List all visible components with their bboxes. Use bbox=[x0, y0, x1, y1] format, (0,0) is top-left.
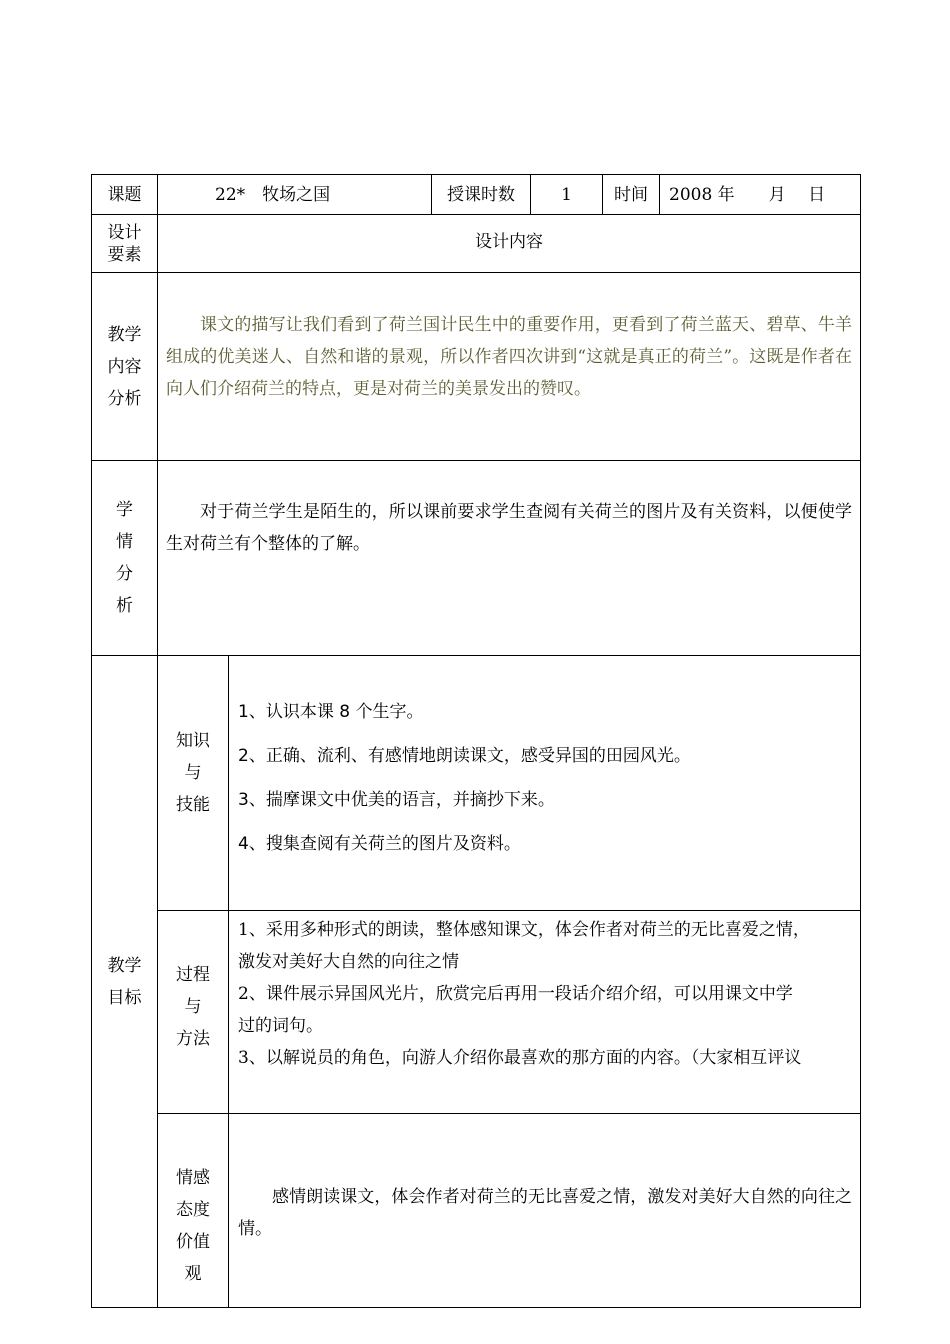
time-value: 2008 年 月 日 bbox=[669, 184, 826, 205]
row-divider-3 bbox=[91, 460, 861, 461]
emotion-text: 感情朗读课文，体会作者对荷兰的无比喜爱之情，激发对美好大自然的向往之情。 bbox=[238, 1187, 852, 1239]
emotion-label-line: 情感 bbox=[176, 1167, 210, 1188]
process-line: 2、课件展示异国风光片，欣赏完后再用一段话介绍介绍，可以用课文中学 bbox=[238, 984, 793, 1004]
process-line: 1、采用多种形式的朗读，整体感知课文，体会作者对荷兰的无比喜爱之情， bbox=[238, 920, 810, 940]
content-analysis-text: 课文的描写让我们看到了荷兰国计民生中的重要作用，更看到了荷兰蓝天、碧草、牛羊组成的优美迷人、自然和谐的景观，所以作者四次讲到“这就是真正的荷兰”。这既是作者在向人们介绍荷兰的特点，更是对荷兰的美景发出的赞叹。 bbox=[166, 315, 852, 399]
design-elements-label-line: 要素 bbox=[107, 244, 142, 265]
process-label-line: 方法 bbox=[176, 1029, 210, 1049]
topic-label: 课题 bbox=[107, 184, 142, 205]
learner-analysis-label-char: 情 bbox=[116, 532, 133, 552]
learner-analysis-label-char: 分 bbox=[116, 564, 133, 584]
knowledge-list bbox=[238, 701, 848, 877]
emotion-label-line: 观 bbox=[184, 1263, 202, 1284]
col-divider-sublabel bbox=[228, 655, 229, 1308]
list-item: 4、搜集查阅有关荷兰的图片及资料。 bbox=[238, 834, 521, 854]
objectives-label-line: 目标 bbox=[107, 987, 142, 1008]
process-text bbox=[238, 914, 854, 1074]
content-analysis-label-line: 分析 bbox=[107, 388, 142, 409]
content-analysis-label-line: 教学 bbox=[107, 324, 142, 345]
table-border-right bbox=[860, 174, 861, 1308]
subrow-divider-1 bbox=[157, 910, 861, 911]
learner-analysis-label-char: 学 bbox=[116, 500, 133, 520]
table-border-bottom bbox=[91, 1307, 861, 1308]
process-line: 激发对美好大自然的向往之情 bbox=[238, 952, 459, 972]
learner-analysis-label bbox=[92, 461, 157, 655]
process-label bbox=[158, 911, 228, 1113]
topic-value: 22* 牧场之国 bbox=[215, 184, 331, 205]
list-item: 2、正确、流利、有感情地朗读课文，感受异国的田园风光。 bbox=[238, 746, 691, 766]
objectives-label-line: 教学 bbox=[107, 955, 142, 976]
time-label: 时间 bbox=[614, 184, 648, 205]
hours-value: 1 bbox=[561, 184, 572, 205]
emotion-label-line: 态度 bbox=[176, 1199, 210, 1220]
list-item: 1、认识本课 8 个生字。 bbox=[238, 702, 424, 722]
knowledge-label-line: 知识 bbox=[176, 731, 210, 751]
process-line: 过的词句。 bbox=[238, 1016, 323, 1036]
objectives-label bbox=[92, 656, 157, 1307]
knowledge-label-line: 与 bbox=[184, 763, 202, 783]
content-analysis-label bbox=[92, 273, 157, 460]
design-elements-label bbox=[92, 215, 157, 272]
learner-analysis-label-char: 析 bbox=[116, 596, 133, 616]
emotion-label-line: 价值 bbox=[176, 1231, 210, 1252]
hours-label: 授课时数 bbox=[447, 184, 515, 205]
process-label-line: 与 bbox=[184, 997, 202, 1017]
list-item: 3、揣摩课文中优美的语言，并摘抄下来。 bbox=[238, 790, 555, 810]
content-analysis-label-line: 内容 bbox=[107, 356, 142, 377]
knowledge-label bbox=[158, 656, 228, 910]
subrow-divider-2 bbox=[157, 1113, 861, 1114]
row-divider-2 bbox=[91, 272, 861, 273]
knowledge-label-line: 技能 bbox=[176, 795, 210, 815]
design-elements-label-line: 设计 bbox=[107, 222, 142, 243]
process-label-line: 过程 bbox=[176, 965, 210, 985]
design-content-label: 设计内容 bbox=[475, 231, 543, 252]
emotion-label bbox=[158, 1114, 228, 1307]
process-line: 3、以解说员的角色，向游人介绍你最喜欢的那方面的内容。（大家相互评议 bbox=[238, 1048, 802, 1068]
learner-analysis-text: 对于荷兰学生是陌生的，所以课前要求学生查阅有关荷兰的图片及有关资料，以便使学生对荷兰有个整体的了解。 bbox=[166, 502, 852, 554]
